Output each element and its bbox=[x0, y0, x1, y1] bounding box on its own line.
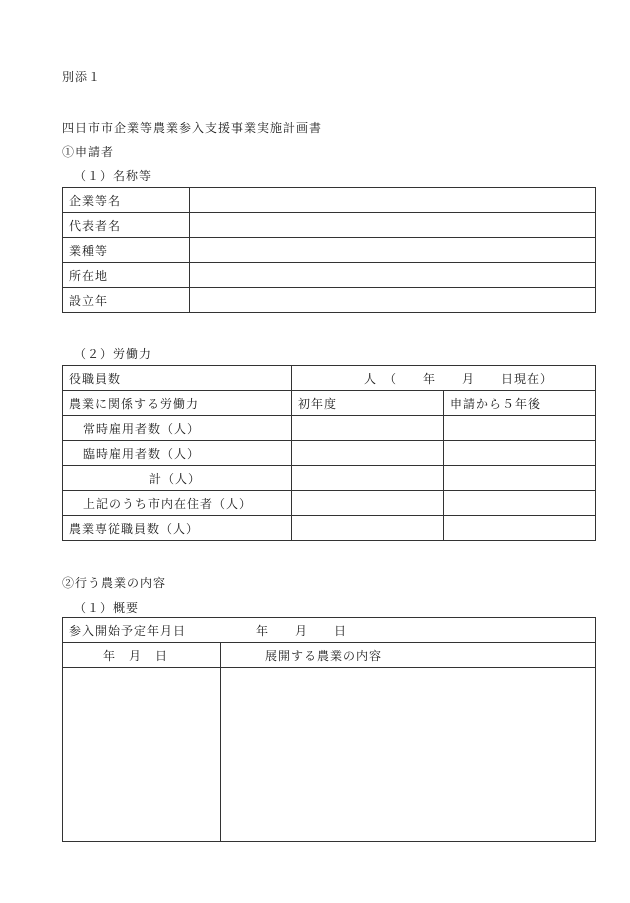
row-label-temporary: 臨時雇用者数（人） bbox=[63, 441, 292, 466]
applicant-name-table bbox=[62, 187, 596, 313]
labor-table bbox=[62, 365, 596, 541]
input-cell[interactable] bbox=[292, 416, 444, 441]
table-row bbox=[63, 516, 596, 541]
input-cell[interactable] bbox=[444, 416, 596, 441]
date-entry-cell[interactable] bbox=[63, 668, 221, 842]
row-label-address: 所在地 bbox=[63, 263, 190, 288]
table-row bbox=[63, 288, 596, 313]
input-cell[interactable] bbox=[292, 491, 444, 516]
input-cell[interactable] bbox=[444, 516, 596, 541]
table-row bbox=[63, 618, 596, 643]
table-row bbox=[63, 643, 596, 668]
table-row bbox=[63, 391, 596, 416]
start-date-value: 年 月 日 bbox=[256, 623, 348, 638]
section2-heading: ②行う農業の内容 bbox=[62, 576, 167, 590]
section1-heading: ①申請者 bbox=[62, 145, 115, 159]
labor-label: 農業に関係する労働力 bbox=[63, 391, 292, 416]
input-cell[interactable] bbox=[292, 466, 444, 491]
table-row bbox=[63, 188, 596, 213]
col-date: 年 月 日 bbox=[63, 643, 221, 668]
section1-sub2-heading: （２）労働力 bbox=[74, 347, 153, 361]
table-row bbox=[63, 238, 596, 263]
overview-table bbox=[62, 617, 596, 842]
input-cell-established[interactable] bbox=[190, 288, 596, 313]
input-cell-address[interactable] bbox=[190, 263, 596, 288]
row-label-total: 計（人） bbox=[63, 466, 292, 491]
row-label-local-residents: 上記のうち市内在住者（人） bbox=[63, 491, 292, 516]
content-entry-cell[interactable] bbox=[221, 668, 596, 842]
row-label-regular: 常時雇用者数（人） bbox=[63, 416, 292, 441]
row-label-dedicated: 農業専従職員数（人） bbox=[63, 516, 292, 541]
attachment-label: 別添１ bbox=[62, 70, 102, 84]
table-row bbox=[63, 466, 596, 491]
input-cell[interactable] bbox=[444, 441, 596, 466]
document-title: 四日市市企業等農業参入支援事業実施計画書 bbox=[62, 121, 323, 135]
table-row bbox=[63, 668, 596, 842]
table-row bbox=[63, 366, 596, 391]
input-cell[interactable] bbox=[292, 441, 444, 466]
table-row bbox=[63, 263, 596, 288]
row-label-company: 企業等名 bbox=[63, 188, 190, 213]
section2-sub1-heading: （１）概要 bbox=[74, 601, 140, 615]
row-label-established: 設立年 bbox=[63, 288, 190, 313]
officers-unit[interactable]: 人 （ 年 月 日現在） bbox=[292, 366, 596, 391]
table-row bbox=[63, 213, 596, 238]
input-cell[interactable] bbox=[444, 491, 596, 516]
col-first-year: 初年度 bbox=[292, 391, 444, 416]
table-row bbox=[63, 491, 596, 516]
officers-label: 役職員数 bbox=[63, 366, 292, 391]
input-cell-company[interactable] bbox=[190, 188, 596, 213]
col-content: 展開する農業の内容 bbox=[221, 643, 596, 668]
row-label-representative: 代表者名 bbox=[63, 213, 190, 238]
start-date-row[interactable] bbox=[63, 618, 596, 643]
input-cell-representative[interactable] bbox=[190, 213, 596, 238]
col-five-years: 申請から５年後 bbox=[444, 391, 596, 416]
start-date-label: 参入開始予定年月日 bbox=[69, 623, 187, 638]
table-row bbox=[63, 441, 596, 466]
input-cell-industry[interactable] bbox=[190, 238, 596, 263]
table-row bbox=[63, 416, 596, 441]
input-cell[interactable] bbox=[292, 516, 444, 541]
input-cell[interactable] bbox=[444, 466, 596, 491]
row-label-industry: 業種等 bbox=[63, 238, 190, 263]
section1-sub1-heading: （１）名称等 bbox=[74, 169, 153, 183]
